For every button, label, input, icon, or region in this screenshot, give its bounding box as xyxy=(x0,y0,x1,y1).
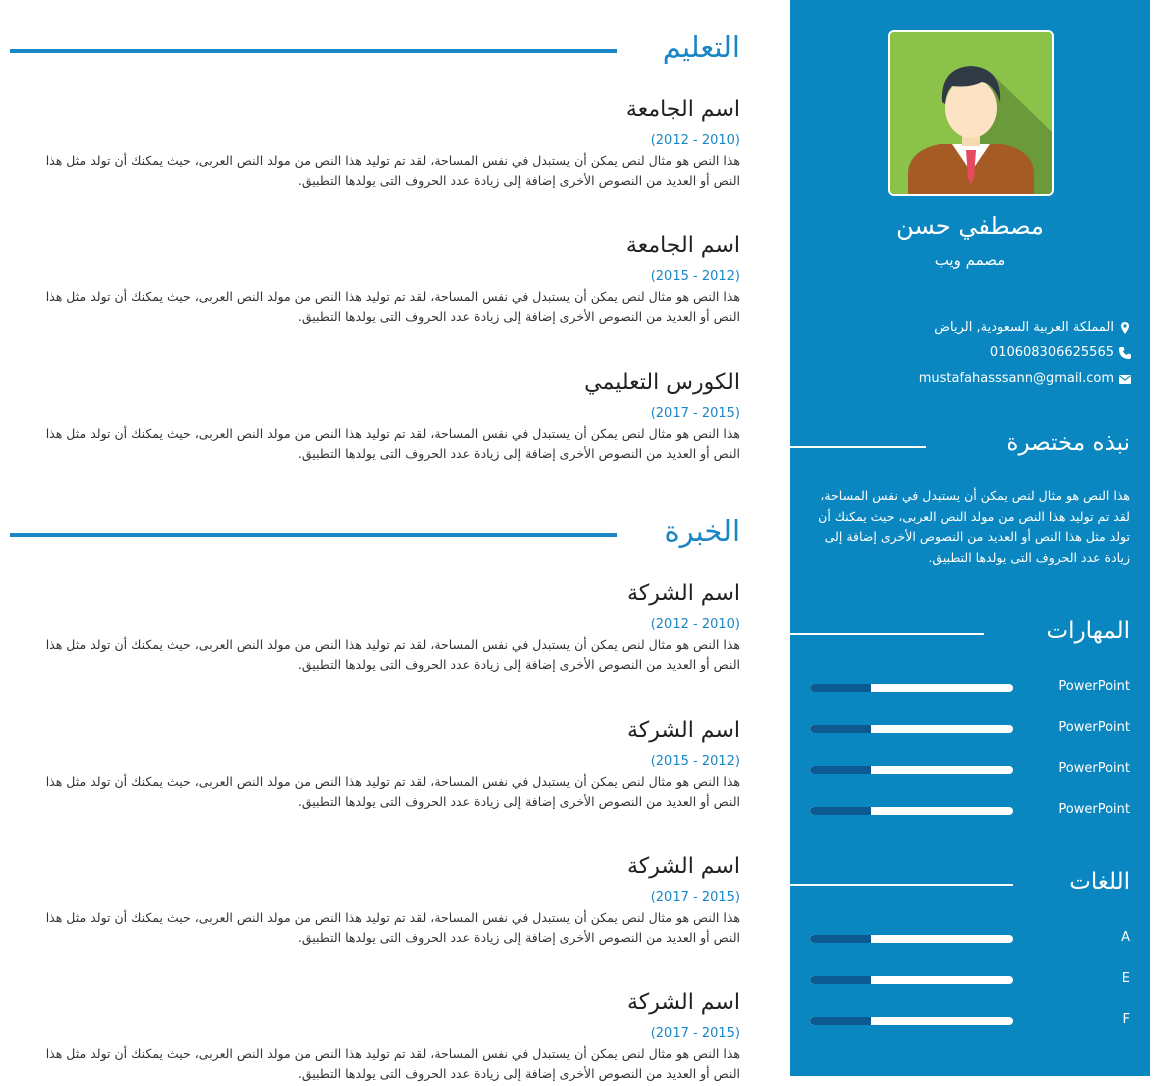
entry-description: هذا النص هو مثال لنص يمكن أن يستبدل في نفس المساحة، لقد تم توليد هذا النص من مولد النص العربى، حيث يمكنك أن تولد مثل هذا النص أو العديد من النصوص الأخرى إضافة إلى زيادة عدد الحروف التى يولدها التطبيق. xyxy=(45,910,740,945)
experience-header xyxy=(10,514,740,564)
entry-date: (2017 - 2015) xyxy=(650,890,740,905)
entry-description: هذا النص هو مثال لنص يمكن أن يستبدل في نفس المساحة، لقد تم توليد هذا النص من مولد النص العربى، حيث يمكنك أن تولد مثل هذا النص أو العديد من النصوص الأخرى إضافة إلى زيادة عدد الحروف التى يولدها التطبيق. xyxy=(45,153,740,188)
skills-header xyxy=(790,618,1150,658)
summary-text: هذا النص هو مثال لنص يمكن أن يستبدل في نفس المساحة، لقد تم توليد هذا النص من مولد النص العربى، حيث يمكنك أن تولد مثل هذا النص أو العديد من النصوص الأخرى إضافة إلى زيادة عدد الحروف التى يولدها التطبيق. xyxy=(818,488,1130,565)
education-entry xyxy=(30,231,740,327)
language-row xyxy=(790,970,1150,990)
entry-title: اسم الشركة xyxy=(626,718,740,743)
entry-description: هذا النص هو مثال لنص يمكن أن يستبدل في نفس المساحة، لقد تم توليد هذا النص من مولد النص العربى، حيث يمكنك أن تولد مثل هذا النص أو العديد من النصوص الأخرى إضافة إلى زيادة عدد الحروف التى يولدها التطبيق. xyxy=(45,289,740,324)
summary-header xyxy=(790,430,1150,470)
skill-label: PowerPoint xyxy=(1058,720,1130,735)
entry-date: (2015 - 2012) xyxy=(650,269,740,284)
skills-title: المهارات xyxy=(1046,618,1130,644)
skill-label: PowerPoint xyxy=(1058,679,1130,694)
entry-date: (2012 - 2010) xyxy=(650,617,740,632)
sidebar xyxy=(790,0,1150,1076)
language-label: A xyxy=(1121,930,1130,945)
language-bar-fill xyxy=(810,935,871,943)
skill-row xyxy=(790,678,1150,698)
language-label: F xyxy=(1122,1012,1130,1027)
language-bar-fill xyxy=(810,1017,871,1025)
email-text[interactable]: mustafahasssann@gmail.com xyxy=(918,371,1114,386)
entry-title: اسم الشركة xyxy=(626,854,740,879)
map-marker-icon xyxy=(1118,321,1132,335)
skill-bar-fill xyxy=(810,684,871,692)
experience-entry xyxy=(30,852,740,948)
envelope-icon xyxy=(1118,372,1132,386)
summary-title: نبذه مختصرة xyxy=(1006,430,1130,456)
entry-title: اسم الجامعة xyxy=(625,97,740,122)
skill-bar-fill xyxy=(810,766,871,774)
skill-label: PowerPoint xyxy=(1058,761,1130,776)
experience-entry xyxy=(30,579,740,675)
profile-role: مصمم ويب xyxy=(934,251,1006,269)
profile-name: مصطفي حسن xyxy=(896,212,1044,240)
skill-bar xyxy=(810,684,1013,692)
education-entry xyxy=(30,95,740,191)
language-row xyxy=(790,929,1150,949)
avatar-illustration-icon xyxy=(890,32,1052,194)
skill-label: PowerPoint xyxy=(1058,802,1130,817)
skill-bar-fill xyxy=(810,725,871,733)
language-bar xyxy=(810,1017,1013,1025)
contact-phone xyxy=(990,345,1132,360)
section-divider xyxy=(10,533,617,537)
section-divider xyxy=(10,49,617,53)
skill-bar xyxy=(810,807,1013,815)
entry-description: هذا النص هو مثال لنص يمكن أن يستبدل في نفس المساحة، لقد تم توليد هذا النص من مولد النص العربى، حيث يمكنك أن تولد مثل هذا النص أو العديد من النصوص الأخرى إضافة إلى زيادة عدد الحروف التى يولدها التطبيق. xyxy=(45,1046,740,1081)
location-text: المملكة العربية السعودية, الرياض xyxy=(934,320,1114,335)
experience-entry xyxy=(30,716,740,812)
education-title: التعليم xyxy=(662,30,740,64)
skill-bar xyxy=(810,725,1013,733)
entry-date: (2015 - 2012) xyxy=(650,754,740,769)
entry-title: اسم الشركة xyxy=(626,990,740,1015)
education-entry xyxy=(30,368,740,464)
skill-bar xyxy=(810,766,1013,774)
languages-title: اللغات xyxy=(1069,869,1130,895)
section-divider xyxy=(790,446,926,448)
entry-title: اسم الجامعة xyxy=(625,233,740,258)
entry-description: هذا النص هو مثال لنص يمكن أن يستبدل في نفس المساحة، لقد تم توليد هذا النص من مولد النص العربى، حيث يمكنك أن تولد مثل هذا النص أو العديد من النصوص الأخرى إضافة إلى زيادة عدد الحروف التى يولدها التطبيق. xyxy=(45,774,740,809)
skill-row xyxy=(790,719,1150,739)
entry-title: الكورس التعليمي xyxy=(584,370,740,395)
phone-icon xyxy=(1118,346,1132,360)
language-bar xyxy=(810,976,1013,984)
languages-header xyxy=(790,869,1150,909)
skill-bar-fill xyxy=(810,807,871,815)
section-divider xyxy=(790,884,1013,886)
skill-row xyxy=(790,760,1150,780)
entry-description: هذا النص هو مثال لنص يمكن أن يستبدل في نفس المساحة، لقد تم توليد هذا النص من مولد النص العربى، حيث يمكنك أن تولد مثل هذا النص أو العديد من النصوص الأخرى إضافة إلى زيادة عدد الحروف التى يولدها التطبيق. xyxy=(45,426,740,461)
language-label: E xyxy=(1121,971,1130,986)
entry-title: اسم الشركة xyxy=(626,581,740,606)
language-row xyxy=(790,1011,1150,1031)
entry-description: هذا النص هو مثال لنص يمكن أن يستبدل في نفس المساحة، لقد تم توليد هذا النص من مولد النص العربى، حيث يمكنك أن تولد مثل هذا النص أو العديد من النصوص الأخرى إضافة إلى زيادة عدد الحروف التى يولدها التطبيق. xyxy=(45,637,740,672)
language-bar-fill xyxy=(810,976,871,984)
avatar xyxy=(888,30,1054,196)
contact-email xyxy=(919,371,1132,386)
language-bar xyxy=(810,935,1013,943)
section-divider xyxy=(790,633,984,635)
entry-date: (2012 - 2010) xyxy=(650,133,740,148)
entry-date: (2017 - 2015) xyxy=(650,1026,740,1041)
experience-title: الخبرة xyxy=(664,514,740,548)
education-header xyxy=(10,30,740,80)
contact-location xyxy=(934,320,1132,335)
entry-date: (2017 - 2015) xyxy=(650,406,740,421)
phone-text[interactable]: 010608306625565 xyxy=(989,345,1114,360)
experience-entry xyxy=(30,988,740,1084)
skill-row xyxy=(790,801,1150,821)
